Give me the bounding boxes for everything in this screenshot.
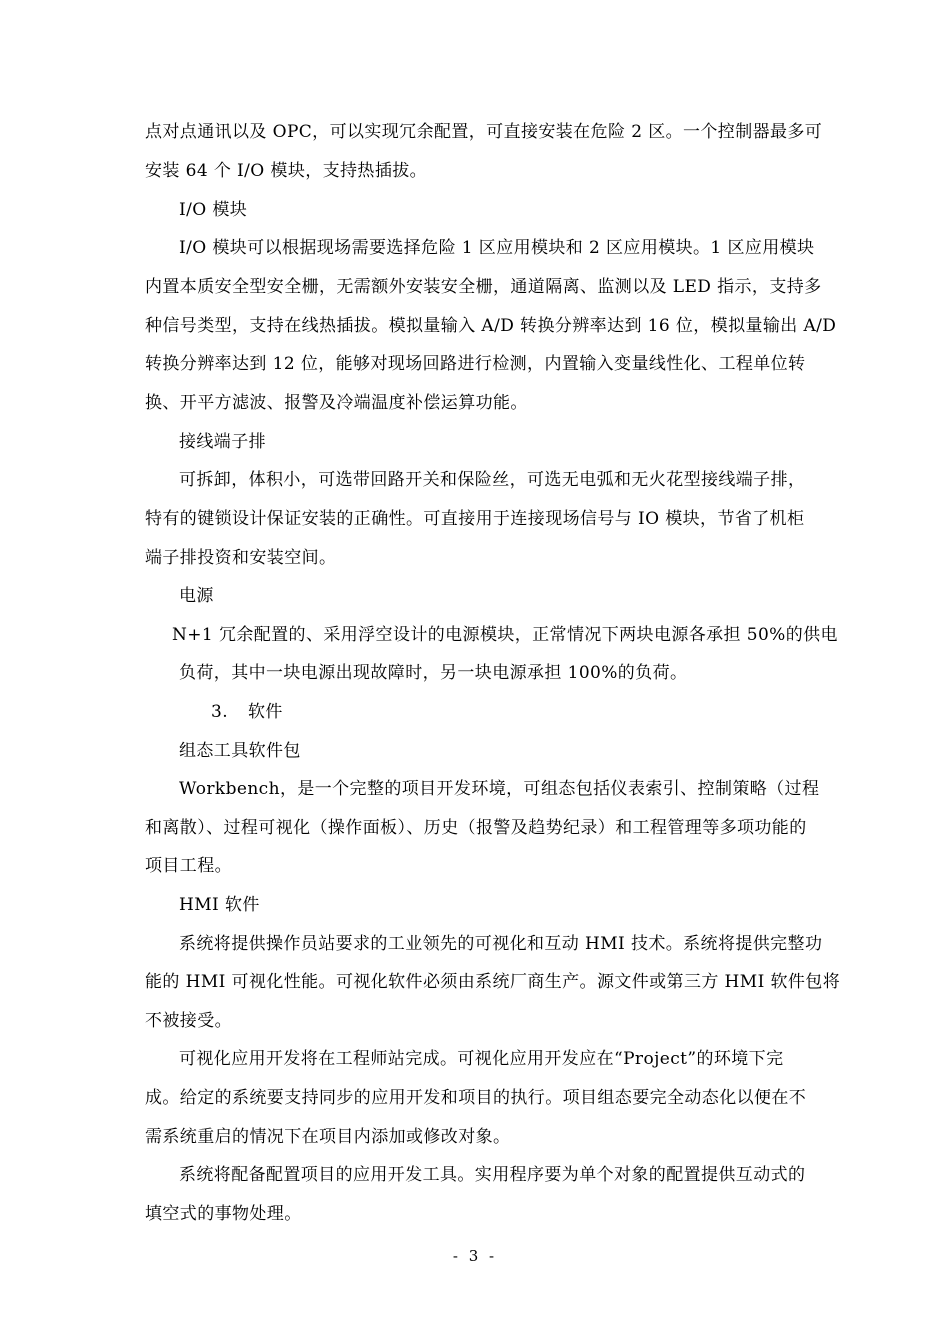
heading-config-tool: 组态工具软件包 xyxy=(179,741,301,761)
paragraph-line: 转换分辨率达到 12 位，能够对现场回路进行检测，内置输入变量线性化、工程单位转 xyxy=(145,354,806,374)
heading-terminal-block: 接线端子排 xyxy=(179,432,266,452)
paragraph-line: 和离散）、过程可视化（操作面板）、历史（报警及趋势纪录）和工程管理等多项功能的 xyxy=(145,818,807,838)
paragraph-line: 系统将提供操作员站要求的工业领先的可视化和互动 HMI 技术。系统将提供完整功 xyxy=(179,934,823,954)
paragraph-line: 能的 HMI 可视化性能。可视化软件必须由系统厂商生产。源文件或第三方 HMI 软件包将 xyxy=(145,972,841,992)
heading-power: 电源 xyxy=(179,586,214,606)
section-heading-software xyxy=(211,701,283,723)
paragraph-line: 点对点通讯以及 OPC，可以实现冗余配置，可直接安装在危险 2 区。一个控制器最多可 xyxy=(145,122,823,142)
paragraph-line: 安装 64 个 I/O 模块，支持热插拔。 xyxy=(145,161,428,181)
paragraph-line: 种信号类型，支持在线热插拔。模拟量输入 A/D 转换分辨率达到 16 位，模拟量输出 A/D xyxy=(145,316,837,336)
paragraph-line: 项目工程。 xyxy=(145,856,232,876)
heading-hmi-software: HMI 软件 xyxy=(179,895,260,915)
paragraph-line: 端子排投资和安装空间。 xyxy=(145,548,337,568)
paragraph-line: 不被接受。 xyxy=(145,1011,232,1031)
paragraph-line: 成。给定的系统要支持同步的应用开发和项目的执行。项目组态要完全动态化以便在不 xyxy=(145,1088,807,1108)
paragraph-line: 内置本质安全型安全栅，无需额外安装安全栅，通道隔离、监测以及 LED 指示，支持多 xyxy=(145,277,822,297)
paragraph-line: 可拆卸，体积小，可选带回路开关和保险丝，可选无电弧和无火花型接线端子排， xyxy=(179,470,806,490)
page-number: - 3 - xyxy=(452,1247,498,1265)
paragraph-line: Workbench，是一个完整的项目开发环境，可组态包括仪表索引、控制策略（过程 xyxy=(179,779,820,799)
paragraph-line: 系统将配备配置项目的应用开发工具。实用程序要为单个对象的配置提供互动式的 xyxy=(179,1165,806,1185)
paragraph-line: 换、开平方滤波、报警及冷端温度补偿运算功能。 xyxy=(145,393,528,413)
paragraph-line: 需系统重启的情况下在项目内添加或修改对象。 xyxy=(145,1127,511,1147)
section-number: 3. xyxy=(211,702,229,722)
paragraph-line: N+1 冗余配置的、采用浮空设计的电源模块，正常情况下两块电源各承担 50%的供电 xyxy=(172,625,838,645)
section-title: 软件 xyxy=(248,702,283,722)
paragraph-line: 负荷，其中一块电源出现故障时，另一块电源承担 100%的负荷。 xyxy=(179,663,688,683)
heading-io-module: I/O 模块 xyxy=(179,200,248,220)
paragraph-line: I/O 模块可以根据现场需要选择危险 1 区应用模块和 2 区应用模块。1 区应用模块 xyxy=(179,238,815,258)
paragraph-line: 可视化应用开发将在工程师站完成。可视化应用开发应在“Project”的环境下完 xyxy=(179,1049,784,1069)
paragraph-line: 特有的键锁设计保证安装的正确性。可直接用于连接现场信号与 IO 模块，节省了机柜 xyxy=(145,509,805,529)
paragraph-line: 填空式的事物处理。 xyxy=(145,1204,302,1224)
